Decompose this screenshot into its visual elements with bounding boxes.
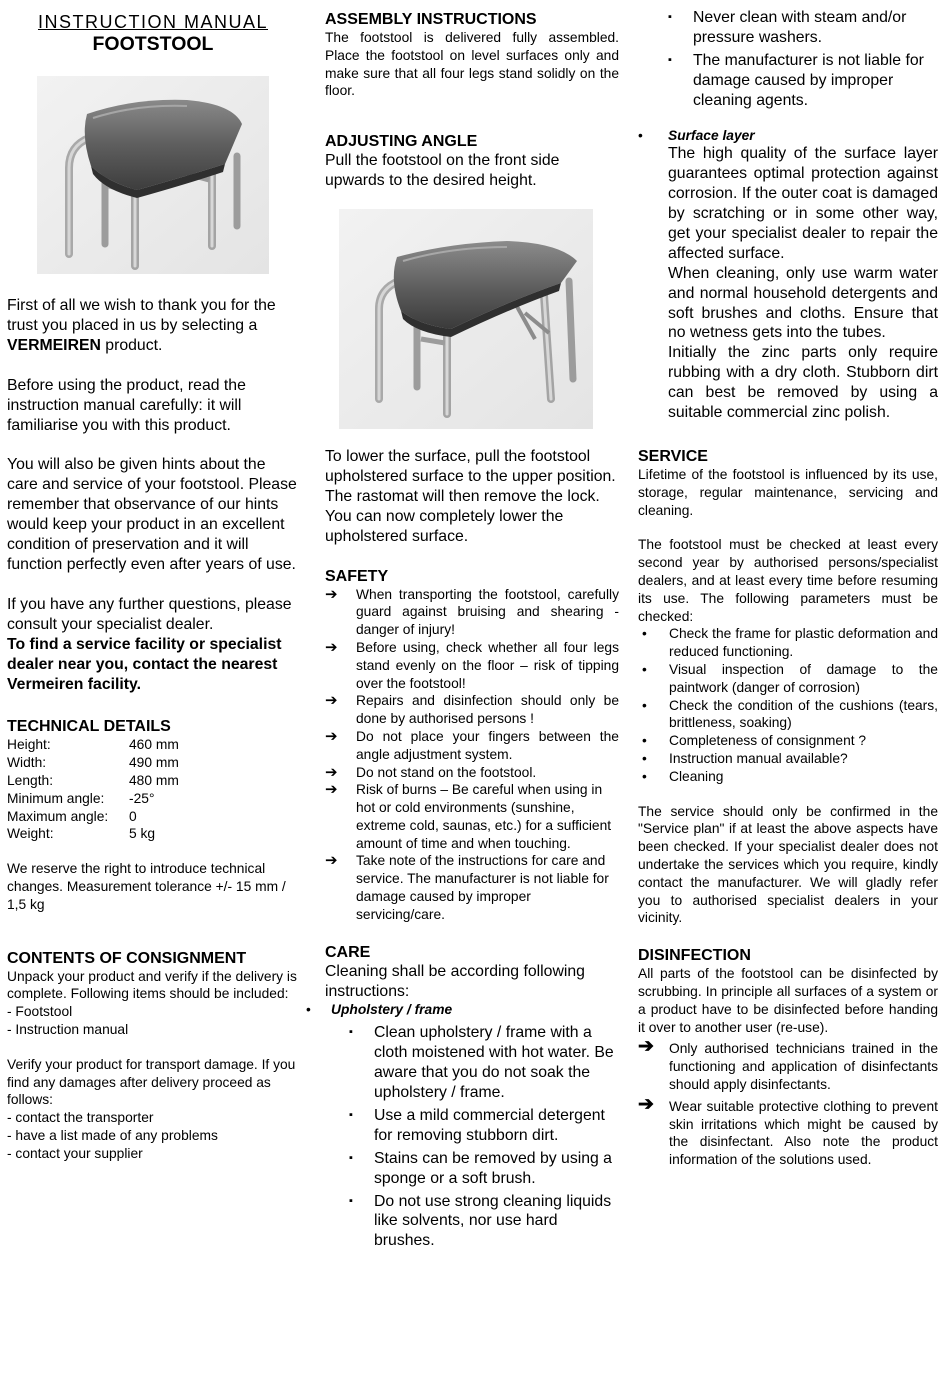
arrow-icon: ➔ [325,763,338,781]
table-row [7,772,179,790]
spec-value: 0 [129,808,137,824]
table-row [7,790,179,808]
surface-paragraph-2: When cleaning, only use warm water and normal household detergents and soft brushes and cloths. Ensure that no wetness gets into the tubes. [668,264,938,342]
list-item: - Instruction manual [7,1021,129,1037]
safety-item-text: Before using, check whether all four legs stand evenly on the floor – risk of tipping over the footstool! [356,639,619,691]
list-item: - Footstool [7,1004,73,1020]
spec-label: Minimum angle: [7,790,105,806]
assembly-section [325,10,619,100]
arrow-icon: ➔ [325,638,338,656]
list-item [345,1192,619,1252]
contents-section [7,949,299,1163]
safety-section [325,567,619,924]
service-paragraph-3: The service should only be confirmed in the "Service plan" if at least the above aspects have been checked. If your specialist dealer does not undertake the services which you require, kindly contact the manufacturer. We will gladly refer you to authorised specialist dealers in your vicinity. [638,803,938,926]
intro-p4-text: If you have any further questions, please consult your specialist dealer. [7,595,292,633]
disinfection-list [638,1036,938,1169]
list-item [638,732,938,750]
service-checklist [638,625,938,785]
upholstery-list [345,1023,619,1251]
intro-section [7,296,299,694]
brand-name: VERMEIREN [7,336,101,354]
technical-details-heading: TECHNICAL DETAILS [7,718,171,736]
spec-value: -25° [129,790,155,806]
list-item [325,764,619,782]
adjusting-heading: ADJUSTING ANGLE [325,133,478,151]
disinfection-heading: DISINFECTION [638,947,751,965]
arrow-icon: ➔ [325,585,338,603]
list-item [664,8,938,48]
intro-p4-bold: To find a service facility or specialist dealer near you, contact the nearest Vermeiren facility. [7,635,282,693]
service-item-text: Instruction manual available? [669,750,848,766]
list-item [325,692,619,728]
intro-paragraph-1 [7,296,299,356]
list-item [325,852,619,923]
care-item-text: The manufacturer is not liable for damage caused by improper cleaning agents. [693,51,924,109]
disinfection-item-text: Wear suitable protective clothing to prevent skin irritations which might be caused by the disinfectant. Also note the product information of the solutions used. [669,1098,938,1168]
square-bullet-icon: ▪ [349,1108,353,1121]
adjusting-text: Pull the footstool on the front side upwards to the desired height. [325,152,560,190]
list-item [638,625,938,661]
list-item [345,1106,619,1146]
list-item [638,661,938,697]
safety-list [325,586,619,924]
contents-paragraph-2: Verify your product for transport damage. If you find any damages after delivery proceed as follows: [7,1056,296,1108]
surface-paragraph-3: Initially the zinc parts only require rubbing with a dry cloth. Stubborn dirt can best be removed by using a suitable commercial zinc polish. [668,344,938,422]
technical-details-table [7,736,179,843]
spec-label: Width: [7,755,47,771]
spec-value: 480 mm [129,773,179,788]
square-bullet-icon: ▪ [349,1026,353,1039]
care-item-text: Never clean with steam and/or pressure washers. [693,9,907,46]
list-item [325,781,619,852]
assembly-text: The footstool is delivered fully assembled. Place the footstool on level surfaces only and make sure that all four legs stand solidly on the floor. [325,30,619,99]
service-paragraph-2: The footstool must be checked at least every second year by authorised persons/specialist dealers, and at least every time before resuming its use. The following parameters must be checked: [638,537,938,624]
disinfection-paragraph: All parts of the footstool can be disinfected by scrubbing. In principle all surfaces of a system or a product have to be disinfected before handing it over to another user (re-use). [638,966,938,1035]
list-item: - contact the transporter [7,1110,154,1126]
column-right [638,0,938,1173]
arrow-icon: ➔ [325,852,338,870]
intro-paragraph-4 [7,595,299,695]
disinfection-section [638,946,938,1169]
list-item [325,586,619,639]
bullet-icon: • [642,626,647,642]
service-item-text: Check the frame for plastic deformation and reduced functioning. [669,626,938,660]
intro-p1-end: product. [100,336,163,354]
safety-heading: SAFETY [325,567,389,585]
table-row [7,736,179,754]
bullet-icon: • [642,768,647,784]
column-left [7,0,299,1163]
square-bullet-icon: ▪ [349,1194,353,1207]
contents-paragraph-1: Unpack your product and verify if the delivery is complete. Following items should be included: [7,968,297,1002]
care-item-text: Do not use strong cleaning liquids like solvents, nor use hard brushes. [374,1192,612,1250]
safety-item-text: Do not stand on the footstool. [356,764,537,780]
square-bullet-icon: ▪ [349,1151,353,1164]
surface-layer-section [638,127,938,423]
square-bullet-icon: ▪ [668,11,672,23]
contents-heading: CONTENTS OF CONSIGNMENT [7,949,247,967]
service-section [638,447,938,927]
list-item: - have a list made of any problems [7,1127,218,1143]
list-item [664,51,938,111]
safety-item-text: Take note of the instructions for care and service. The manufacturer is not liable for damage caused by improper servicing/care. [356,853,609,922]
product-title: FOOTSTOOL [92,33,214,55]
list-item: - contact your supplier [7,1145,143,1161]
upholstery-label: Upholstery / frame [331,1002,453,1018]
service-item-text: Completeness of consignment ? [669,733,867,749]
intro-p1-text: First of all we wish to thank you for the trust you placed in us by selecting a [7,297,276,334]
list-item [638,1093,938,1169]
adjusting-section [325,132,619,546]
service-item-text: Visual inspection of damage to the paintwork (danger of corrosion) [669,661,938,695]
safety-item-text: When transporting the footstool, carefully guard against bruising and shearing - danger of injury! [356,586,619,638]
bullet-icon: • [642,750,647,766]
footstool-photo-2 [339,209,593,429]
spec-label: Weight: [7,826,54,842]
intro-paragraph-3: You will also be given hints about the care and service of your footstool. Please remember that observance of our hints would keep your product in an excellent condition of preservation and it will function perfectly even after years of use. [7,456,297,573]
manual-title: INSTRUCTION MANUAL [37,12,268,32]
list-item [325,639,619,692]
spec-label: Length: [7,773,54,788]
arrow-icon: ➔ [325,727,338,745]
list-item [638,1036,938,1093]
table-row [7,754,179,772]
care-intro: Cleaning shall be according following instructions: [325,962,585,1000]
bullet-icon: • [642,733,647,749]
arrow-icon: ➔ [638,1093,654,1115]
list-item [345,1023,619,1103]
lowering-text: To lower the surface, pull the footstool upholstered surface to the upper position. The rastomat will then remove the lock. You can now completely lower the upholstered surface. [325,448,616,545]
column-middle [306,0,619,1254]
care-heading: CARE [325,943,371,961]
list-item [638,768,938,786]
table-row [7,825,179,843]
list-item [638,750,938,768]
square-bullet-icon: ▪ [668,53,672,66]
surface-paragraph-1: The high quality of the surface layer guarantees optimal protection against corrosion. If the outer coat is damaged by scratching or in some other way, get your specialist dealer to repair the affected surface. [668,145,938,262]
upholstery-bullet [306,1001,619,1019]
care-item-text: Use a mild commercial detergent for removing stubborn dirt. [374,1106,605,1144]
care-section [306,943,619,1252]
care-item-text: Stains can be removed by using a sponge or a soft brush. [374,1149,612,1187]
service-item-text: Cleaning [669,768,724,784]
spec-value: 490 mm [129,755,179,771]
measurement-note: We reserve the right to introduce technical changes. Measurement tolerance +/- 15 mm / 1,5 kg [7,861,286,912]
safety-item-text: Risk of burns – Be careful when using in hot or cold environments (sunshine, extreme cold, saunas, etc.) for a sufficient amount of time and when touching. [356,782,612,851]
assembly-heading: ASSEMBLY INSTRUCTIONS [325,11,537,28]
spec-label: Maximum angle: [7,808,109,824]
spec-value: 5 kg [129,826,156,842]
safety-item-text: Repairs and disinfection should only be done by authorised persons ! [356,693,619,727]
list-item [325,728,619,764]
spec-value: 460 mm [129,737,179,753]
list-item [345,1149,619,1189]
bullet-icon: • [306,1002,311,1018]
intro-paragraph-2: Before using the product, read the instruction manual carefully: it will familiarise you with this product. [7,376,246,434]
care-item-text: Clean upholstery / frame with a cloth moistened with hot water. Be aware that you do not soak the upholstery / frame. [374,1024,614,1101]
bullet-icon: • [642,661,647,677]
safety-item-text: Do not place your fingers between the angle adjustment system. [356,728,619,762]
bullet-icon: • [642,697,647,713]
surface-layer-label: Surface layer [668,127,755,143]
arrow-icon: ➔ [325,781,338,799]
spec-label: Height: [7,737,51,753]
list-item [638,697,938,733]
technical-details-section [7,717,299,913]
bullet-icon: • [638,127,643,143]
arrow-icon: ➔ [638,1036,654,1058]
disinfection-item-text: Only authorised technicians trained in the functioning and application of disinfectants should apply disinfectants. [669,1041,938,1092]
service-paragraph-1: Lifetime of the footstool is influenced by its use, storage, regular maintenance, servicing and cleaning. [638,467,938,518]
footstool-photo-1 [37,76,269,274]
upholstery-list-continued [664,8,938,111]
title-block [7,12,299,56]
arrow-icon: ➔ [325,692,338,710]
table-row [7,808,179,826]
service-item-text: Check the condition of the cushions (tears, brittleness, soaking) [669,697,938,731]
service-heading: SERVICE [638,448,708,466]
